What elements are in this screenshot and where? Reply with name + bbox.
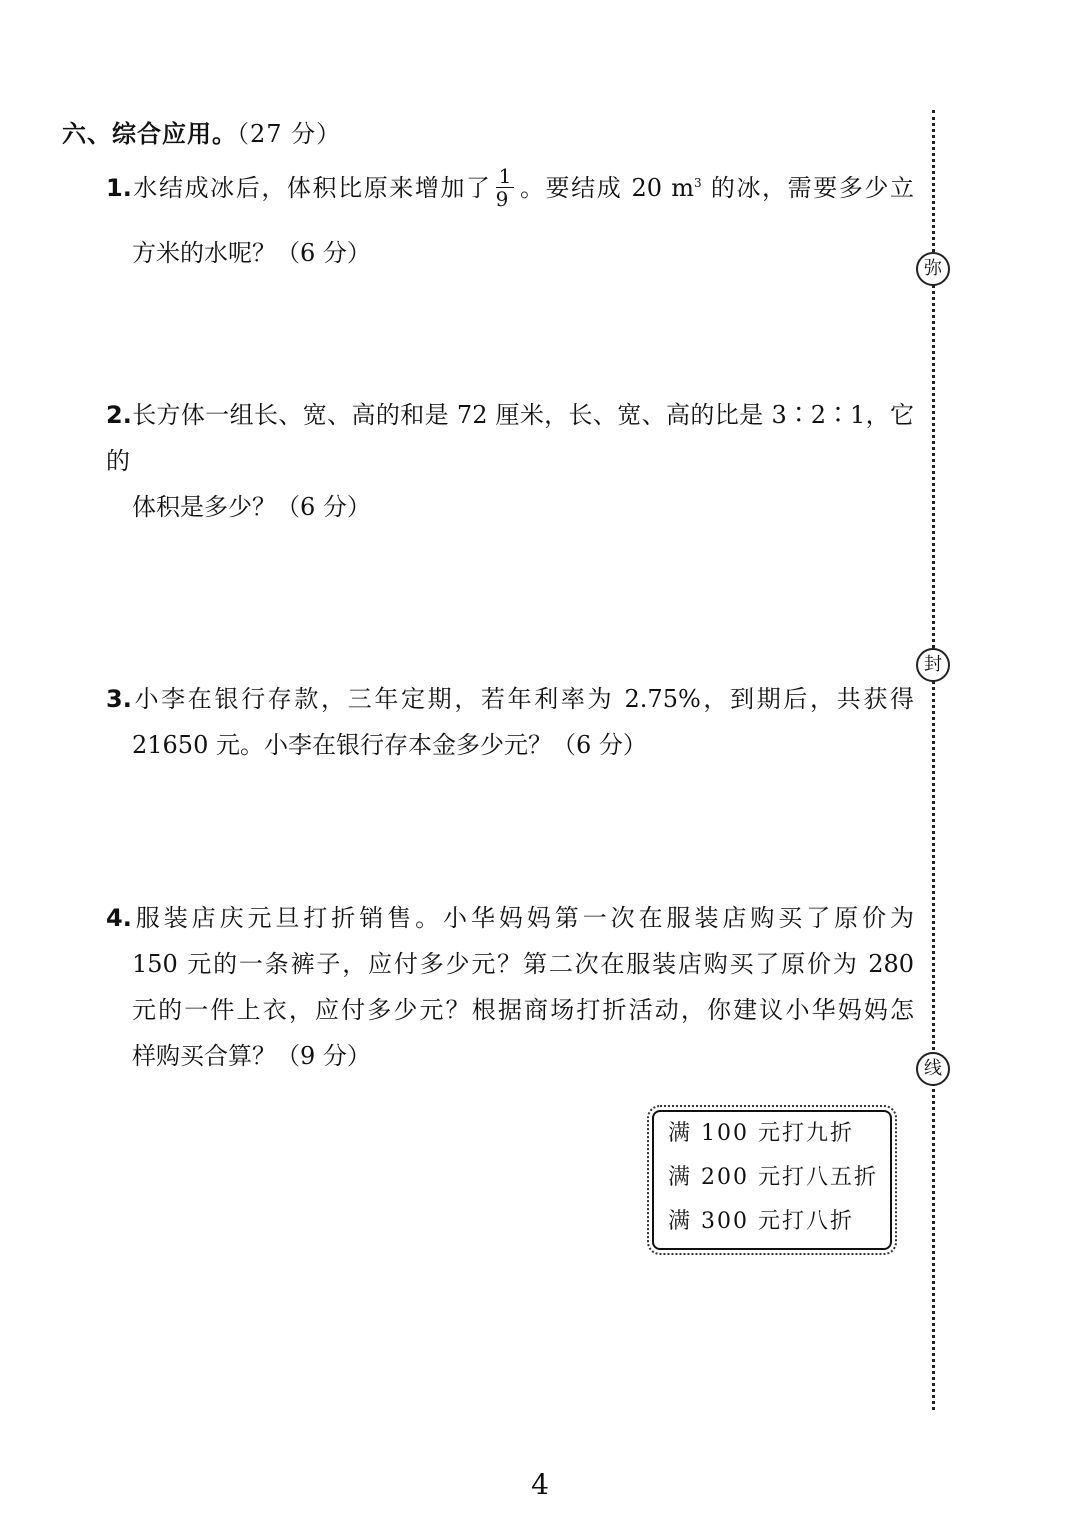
question-text: 的冰，需要多少立 (701, 174, 914, 202)
question-text: 长方体一组长、宽、高的和是 72 厘米，长、宽、高的比是 3∶2∶1，它的 (106, 401, 914, 475)
binding-dotted-line (932, 110, 935, 1410)
question-number: 3. (106, 685, 132, 713)
page-number: 4 (531, 1468, 549, 1501)
binding-mark-feng: 封 (916, 648, 950, 682)
question-text: 水结成冰后，体积比原来增加了 (131, 174, 492, 202)
question-1 (106, 160, 914, 276)
discount-rule: 满 200 元打八五折 (668, 1165, 878, 1190)
question-4 (106, 895, 914, 1079)
discount-box (652, 1110, 892, 1250)
question-number: 2. (106, 401, 132, 429)
question-3 (106, 676, 914, 768)
question-text: 体积是多少？（6 分） (132, 493, 371, 521)
question-text: 样购买合算？（9 分） (132, 1042, 371, 1070)
section-title-text: 六、综合应用。 (62, 120, 237, 148)
binding-mark-xian: 线 (916, 1052, 950, 1086)
fraction (496, 165, 515, 210)
question-2 (106, 392, 914, 530)
question-text: 小李在银行存款，三年定期，若年利率为 2.75%，到期后，共获得 (131, 685, 914, 713)
question-text: 。要结成 20 m (518, 174, 695, 202)
section-title (62, 114, 341, 149)
fraction-numerator: 1 (496, 165, 515, 188)
question-number: 4. (106, 904, 132, 932)
superscript: 3 (694, 176, 702, 190)
discount-rule: 满 300 元打八折 (668, 1209, 854, 1234)
question-text: 服装店庆元旦打折销售。小华妈妈第一次在服装店购买了原价为 (131, 904, 914, 932)
question-text: 21650 元。小李在银行存本金多少元？（6 分） (132, 731, 647, 759)
question-text: 150 元的一条裤子，应付多少元？第二次在服装店购买了原价为 280 (132, 950, 914, 978)
question-text: 方米的水呢？（6 分） (132, 239, 371, 267)
question-text: 元的一件上衣，应付多少元？根据商场打折活动，你建议小华妈妈怎 (132, 996, 914, 1024)
fraction-denominator: 9 (495, 187, 509, 211)
binding-mark-mi: 弥 (916, 252, 950, 286)
discount-rule: 满 100 元打九折 (668, 1121, 854, 1146)
section-points: （27 分） (237, 120, 342, 148)
question-number: 1. (106, 174, 132, 202)
